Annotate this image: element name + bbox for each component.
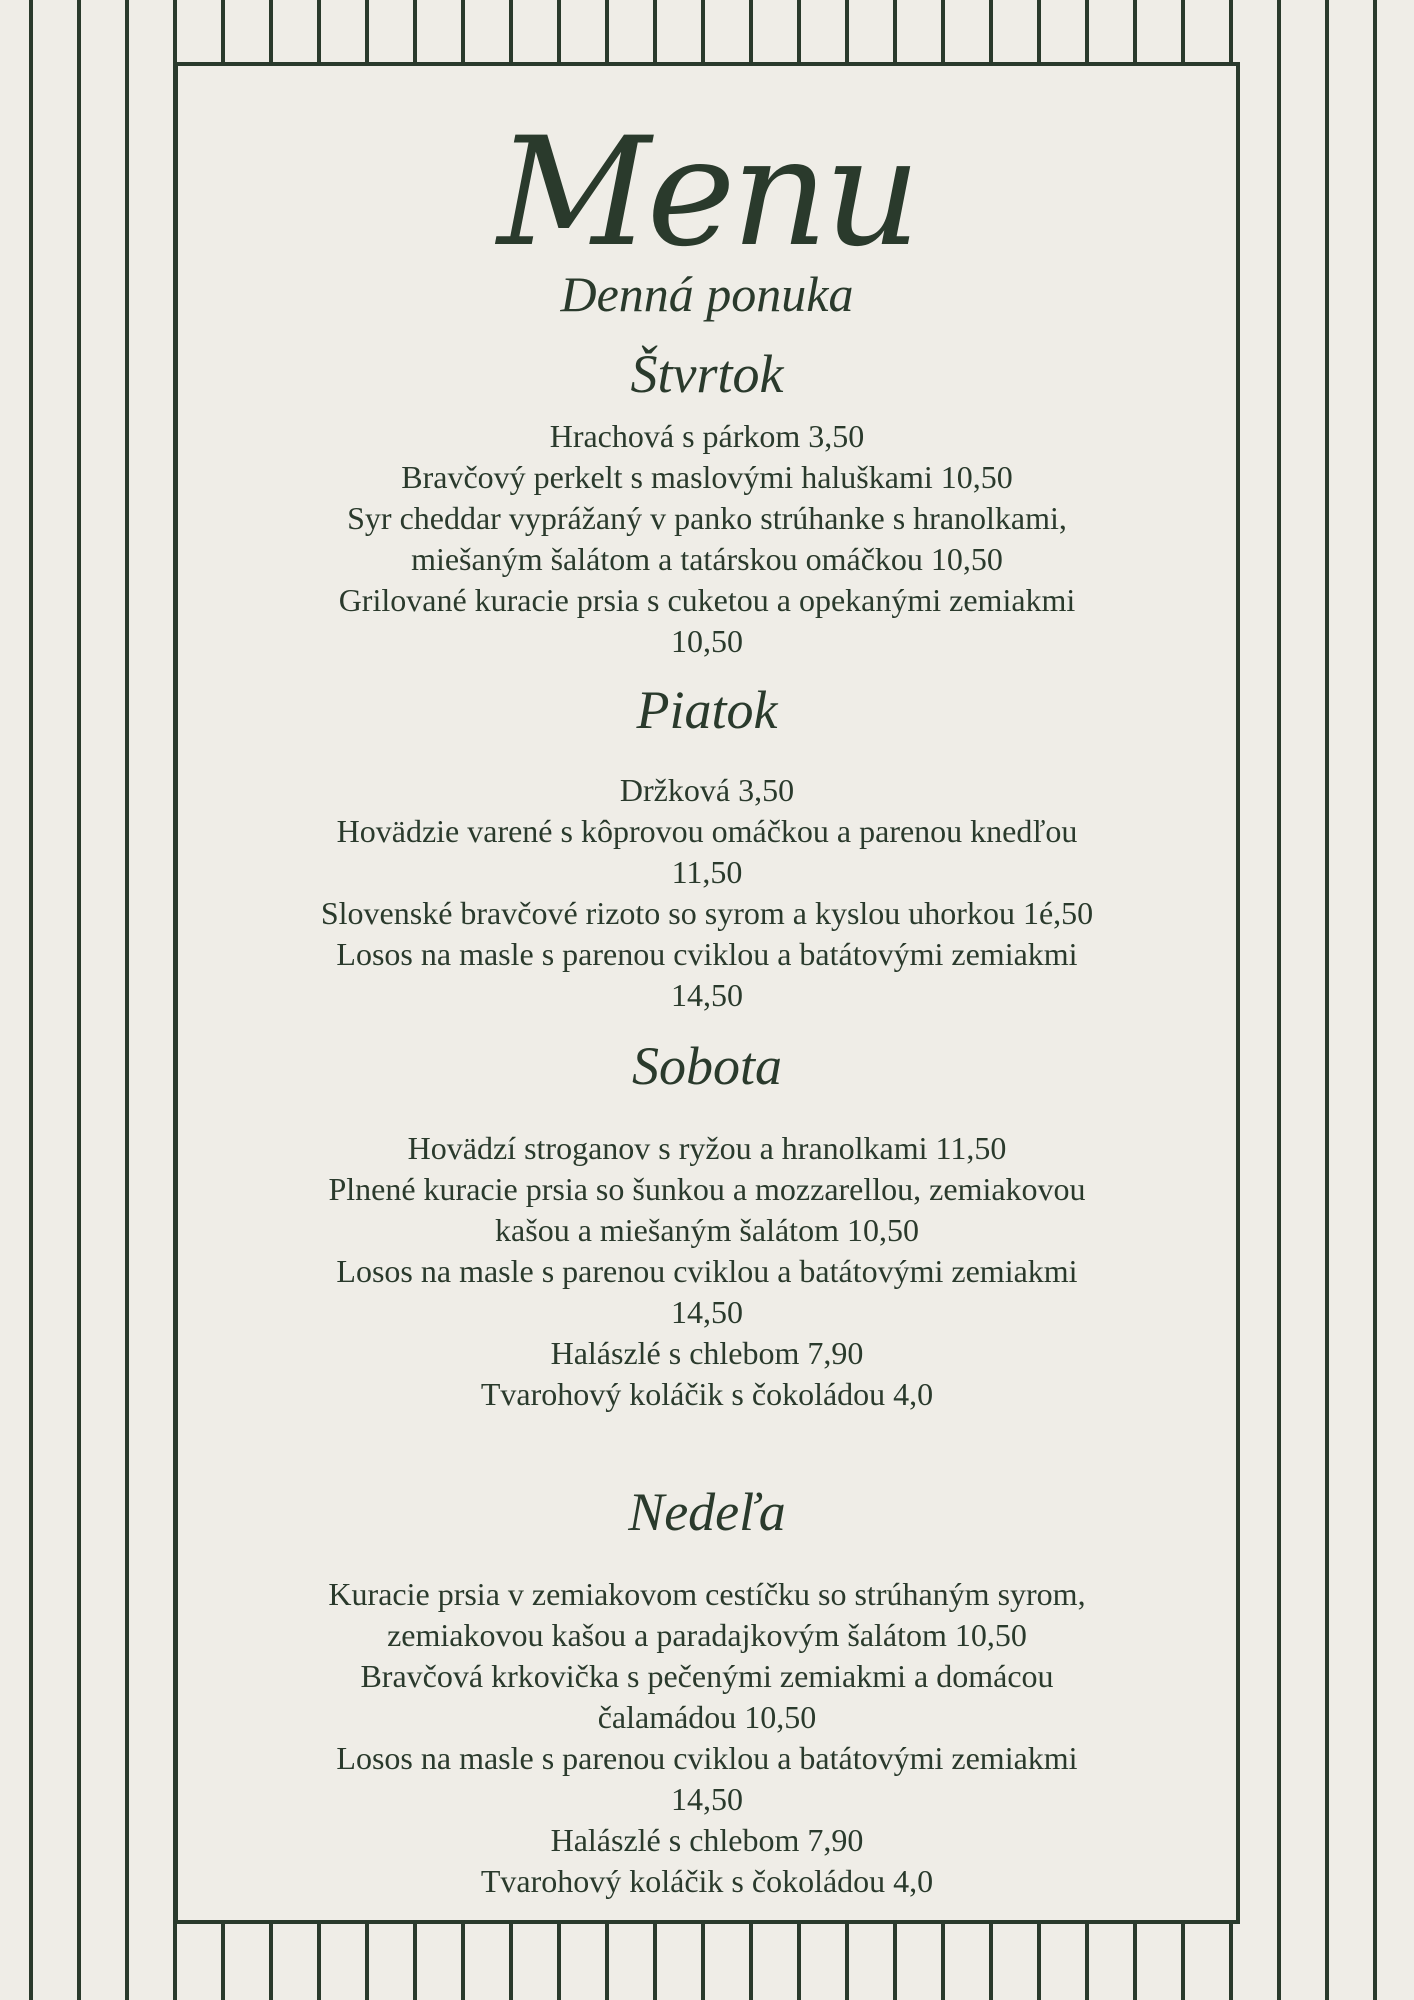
menu-item-line: 11,50 [671, 854, 743, 890]
day-items-sunday [0, 1574, 1414, 1902]
menu-item-line: kašou a miešaným šalátom 10,50 [495, 1212, 919, 1248]
menu-item-line: 14,50 [671, 1294, 743, 1330]
menu-item-line: Halászlé s chlebom 7,90 [550, 1335, 864, 1371]
menu-item-line: Slovenské bravčové rizoto so syrom a kyslou uhorkou 1é,50 [320, 895, 1094, 931]
menu-item-line: miešaným šalátom a tatárskou omáčkou 10,50 [411, 541, 1003, 577]
menu-item-line: Losos na masle s parenou cviklou a batátovými zemiakmi [336, 1740, 1078, 1776]
menu-item-line: Tvarohový koláčik s čokoládou 4,0 [480, 1376, 934, 1412]
menu-item-line: Držková 3,50 [619, 772, 795, 808]
day-items-saturday [0, 1128, 1414, 1415]
day-heading-thursday: Štvrtok [630, 344, 784, 404]
menu-item-line: čalamádou 10,50 [597, 1699, 817, 1735]
day-items-thursday [0, 416, 1414, 662]
day-heading-friday: Piatok [636, 680, 778, 740]
menu-item-line: 10,50 [671, 623, 743, 659]
menu-item-line: Halászlé s chlebom 7,90 [550, 1822, 864, 1858]
menu-item-line: Grilované kuracie prsia s cuketou a opekanými zemiakmi [338, 582, 1076, 618]
menu-title: Menu [497, 106, 917, 280]
menu-item-line: Syr cheddar vyprážaný v panko strúhanke s hranolkami, [347, 500, 1067, 536]
menu-subtitle: Denná ponuka [560, 266, 854, 322]
menu-item-line: 14,50 [671, 1781, 743, 1817]
menu-item-line: Hovädzí stroganov s ryžou a hranolkami 11,50 [407, 1130, 1007, 1166]
menu-item-line: Losos na masle s parenou cviklou a batátovými zemiakmi [336, 1253, 1078, 1289]
day-items-friday [0, 770, 1414, 1016]
menu-item-line: Tvarohový koláčik s čokoládou 4,0 [480, 1863, 934, 1899]
menu-item-line: Bravčový perkelt s maslovými haluškami 10,50 [401, 459, 1013, 495]
menu-item-line: Kuracie prsia v zemiakovom cestíčku so strúhaným syrom, [328, 1576, 1086, 1612]
menu-item-line: Plnené kuracie prsia so šunkou a mozzarellou, zemiakovou [328, 1171, 1086, 1207]
menu-item-line: Hovädzie varené s kôprovou omáčkou a parenou knedľou [336, 813, 1078, 849]
menu-item-line: Hrachová s párkom 3,50 [549, 418, 865, 454]
menu-item-line: Losos na masle s parenou cviklou a batátovými zemiakmi [336, 936, 1078, 972]
day-heading-sunday: Nedeľa [628, 1482, 786, 1542]
day-heading-saturday: Sobota [631, 1036, 782, 1096]
menu-item-line: Bravčová krkovička s pečenými zemiakmi a domácou [360, 1658, 1054, 1694]
menu-item-line: zemiakovou kašou a paradajkovým šalátom 10,50 [387, 1617, 1027, 1653]
menu-item-line: 14,50 [671, 977, 743, 1013]
